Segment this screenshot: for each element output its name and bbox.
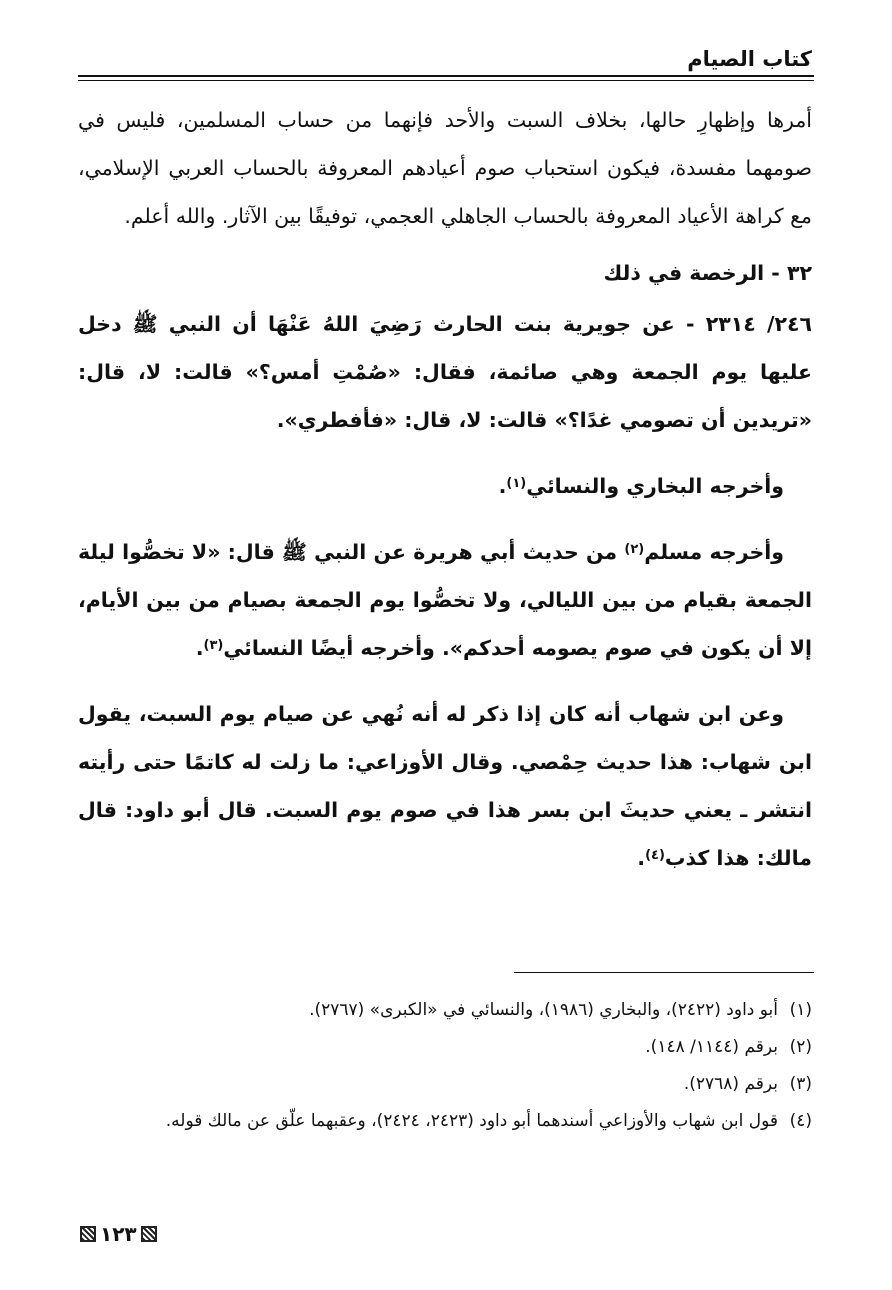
footnote-separator (514, 972, 814, 973)
footnote-3 (78, 1066, 812, 1103)
header-rule-thin (78, 80, 814, 81)
footnote-mark: (٢) (789, 1037, 812, 1057)
footnote-text: برقم (٢٧٦٨). (683, 1074, 778, 1094)
footnote-1 (78, 992, 812, 1029)
footnote-mark: (٣) (789, 1074, 812, 1094)
page-number: ١٢٣ (100, 1222, 137, 1246)
muslim-text-a: وأخرجه مسلم (644, 540, 785, 564)
main-text (78, 96, 812, 882)
header-rule (78, 75, 814, 77)
ornament-icon (141, 1226, 157, 1242)
footnote-text: برقم (١١٤٤/ ١٤٨). (645, 1037, 778, 1057)
ornament-icon (80, 1226, 96, 1242)
footnotes (78, 992, 812, 1140)
footnote-text: قول ابن شهاب والأوزاعي أسندهما أبو داود (٢٤٢٣، ٢٤٢٤)، وعقبهما علّق عن مالك قوله. (165, 1111, 778, 1131)
footnote-mark: (١) (789, 1000, 812, 1020)
footnote-ref-3: (٣) (203, 638, 224, 653)
footnote-text: أبو داود (٢٤٢٢)، والبخاري (١٩٨٦)، والنسائي في «الكبرى» (٢٧٦٧). (309, 1000, 778, 1020)
footnote-4 (78, 1103, 812, 1140)
hadith-number: ٢٤٦/ ٢٣١٤ (705, 312, 812, 336)
running-head: كتاب الصيام (687, 47, 812, 71)
takhrij-text: وأخرجه البخاري والنسائي (526, 474, 784, 498)
paragraph-1: أمرها وإظهارِ حالها، بخلاف السبت والأحد فإنهما من حساب المسلمين، فليس في صومهما مفسدة، فيكون استحباب صوم أعيادهم المعروفة بالحساب العربي الإسلامي، مع كراهة الأعياد المعروفة بالحساب الجاهلي العجمي، توفيقًا بين الآثار. والله أعلم. (78, 108, 812, 228)
section-heading: ٣٢ - الرخصة في ذلك (603, 261, 812, 285)
muslim-text-b: من حديث أبي هريرة عن النبي ﷺ قال: «لا تخصُّوا ليلة الجمعة بقيام من بين الليالي، ولا تخصُّوا يوم الجمعة بصيام من بين الأيام، إلا أن يكون في صوم يصومه أحدكم». وأخرجه أيضًا النسائي (78, 540, 812, 660)
ibn-shihab-paragraph: وعن ابن شهاب أنه كان إذا ذكر له أنه نُهي عن صيام يوم السبت، يقول ابن شهاب: هذا حديث حِمْصي. وقال الأوزاعي: ما زلت له كاتمًا حتى رأيته انتشر ـ يعني حديثَ ابن بسر هذا في صوم يوم السبت. قال أبو داود: قال مالك: هذا كذب$^{(٤)}$. (78, 702, 812, 870)
footnote-mark: (٤) (789, 1111, 812, 1131)
page-number-block (80, 1222, 157, 1246)
hadith-paragraph (78, 300, 812, 444)
footnote-ref-1: (١) (506, 476, 527, 491)
takhrij-paragraph-1: وأخرجه البخاري والنسائي$^{(١)}$. (498, 474, 784, 498)
footnote-ref-4: (٤) (645, 848, 665, 863)
ibn-shihab-text: وعن ابن شهاب أنه كان إذا ذكر له أنه نُهي عن صيام يوم السبت، يقول ابن شهاب: هذا حديث حِمْصي. وقال الأوزاعي: ما زلت له كاتمًا حتى رأيته انتشر ـ يعني حديثَ ابن بسر هذا في صوم يوم السبت. قال أبو داود: قال مالك: هذا كذب (78, 702, 812, 870)
muslim-paragraph: وأخرجه مسلم$^{(٢)}$ من حديث أبي هريرة عن النبي ﷺ قال: «لا تخصُّوا ليلة الجمعة بقيام من بين الليالي، ولا تخصُّوا يوم الجمعة بصيام من بين الأيام، إلا أن يكون في صوم يصومه أحدكم». وأخرجه أيضًا النسائي$^{(٣)}$. (78, 540, 812, 660)
footnote-ref-2: (٢) (624, 542, 645, 557)
hadith-text: - عن جويرية بنت الحارث رَضِيَ اللهُ عَنْهَا أن النبي ﷺ دخل عليها يوم الجمعة وهي صائمة، فقال: «صُمْتِ أمس؟» قالت: لا، قال: «تريدين أن تصومي غدًا؟» قالت: لا، قال: «فأفطري». (78, 312, 812, 432)
footnote-2 (78, 1029, 812, 1066)
